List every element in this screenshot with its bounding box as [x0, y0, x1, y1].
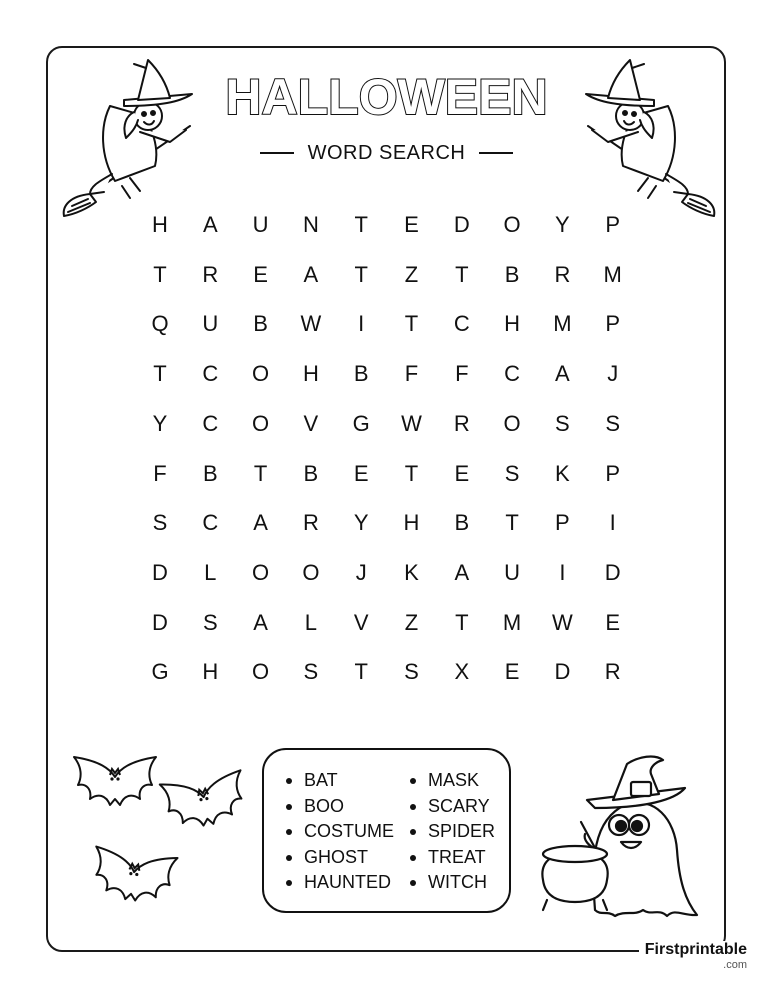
- subtitle-row: [0, 139, 773, 167]
- brand-name: Firstprintable: [644, 941, 747, 958]
- bat-icon: [70, 755, 160, 820]
- grid-letter: X: [454, 659, 470, 685]
- grid-letter: T: [455, 261, 469, 287]
- grid-letter: J: [355, 559, 367, 585]
- grid-letter: E: [353, 460, 369, 486]
- grid-letter: O: [252, 410, 270, 436]
- grid-letter: M: [603, 261, 622, 287]
- grid-letter: J: [607, 361, 619, 387]
- grid-letter: A: [253, 609, 268, 635]
- grid-letter: S: [152, 510, 168, 536]
- grid-letter: E: [504, 659, 520, 685]
- grid-letter: D: [453, 212, 470, 237]
- grid-letter: B: [353, 361, 369, 387]
- page-title: HALLOWEEN: [225, 69, 548, 125]
- grid-letter: A: [303, 261, 319, 287]
- list-item: HAUNTED: [284, 870, 394, 896]
- list-item: GHOST: [284, 845, 394, 871]
- grid-letter: Y: [353, 510, 369, 536]
- brand-suffix: .com: [723, 959, 747, 971]
- bat-icon: [160, 775, 250, 840]
- grid-letter: W: [401, 410, 422, 436]
- grid-letter: M: [553, 311, 572, 337]
- grid-letter: D: [604, 559, 621, 585]
- letter-grid: [135, 200, 638, 700]
- grid-letter: Q: [151, 311, 169, 337]
- grid-letter: U: [504, 559, 521, 585]
- grid-letter: F: [455, 361, 469, 387]
- word-list-box: [262, 748, 511, 913]
- grid-letter: V: [353, 609, 369, 635]
- list-item: WITCH: [408, 870, 495, 896]
- grid-letter: U: [202, 311, 219, 337]
- grid-letter: O: [503, 212, 521, 237]
- grid-letter: D: [152, 609, 168, 635]
- grid-letter: Y: [152, 410, 168, 436]
- grid-letter: T: [354, 212, 368, 237]
- grid-letter: E: [404, 212, 419, 237]
- grid-letter: D: [152, 559, 168, 585]
- ghost-witch-icon: [535, 750, 710, 920]
- grid-letter: N: [302, 212, 319, 237]
- grid-letter: B: [202, 460, 218, 486]
- grid-letter: B: [303, 460, 319, 486]
- grid-letter: L: [204, 559, 217, 585]
- grid-letter: P: [605, 212, 621, 237]
- grid-letter: W: [552, 609, 573, 635]
- grid-letter: Z: [404, 609, 419, 635]
- list-item: SPIDER: [408, 819, 495, 845]
- bat-icon: [88, 850, 178, 915]
- list-item: SCARY: [408, 794, 495, 820]
- list-item: BAT: [284, 768, 394, 794]
- grid-letter: T: [455, 609, 469, 635]
- grid-letter: A: [202, 212, 218, 237]
- grid-letter: O: [252, 659, 270, 685]
- grid-letter: P: [605, 460, 621, 486]
- grid-letter: E: [454, 460, 470, 486]
- grid-letter: A: [555, 361, 570, 387]
- divider-left: [260, 152, 294, 154]
- grid-letter: B: [454, 510, 470, 536]
- grid-letter: S: [404, 659, 419, 685]
- list-item: BOO: [284, 794, 394, 820]
- grid-letter: S: [202, 609, 218, 635]
- grid-letter: O: [252, 559, 270, 585]
- grid-letter: S: [555, 410, 570, 436]
- grid-letter: P: [605, 311, 621, 337]
- grid-letter: A: [454, 559, 470, 585]
- grid-letter: O: [503, 410, 521, 436]
- grid-letter: D: [554, 659, 571, 685]
- grid-letter: R: [202, 261, 219, 287]
- grid-letter: P: [555, 510, 570, 536]
- grid-letter: V: [303, 410, 319, 436]
- grid-letter: U: [252, 212, 269, 237]
- grid-letter: S: [605, 410, 621, 436]
- grid-letter: H: [202, 659, 219, 685]
- grid-letter: R: [453, 410, 470, 436]
- grid-letter: O: [302, 559, 320, 585]
- grid-letter: G: [352, 410, 370, 436]
- grid-letter: M: [502, 609, 522, 635]
- grid-letter: T: [404, 311, 419, 337]
- list-item: COSTUME: [284, 819, 394, 845]
- grid-letter: I: [559, 559, 566, 585]
- grid-letter: A: [253, 510, 268, 536]
- grid-letter: K: [555, 460, 570, 486]
- grid-letter: T: [153, 361, 167, 387]
- grid-letter: H: [302, 361, 319, 387]
- grid-letter: S: [504, 460, 520, 486]
- grid-letter: E: [253, 261, 268, 287]
- grid-letter: T: [153, 261, 167, 287]
- grid-letter: T: [505, 510, 519, 536]
- subtitle: WORD SEARCH: [307, 141, 466, 164]
- grid-letter: Z: [404, 261, 419, 287]
- grid-letter: C: [202, 510, 219, 536]
- grid-letter: I: [358, 311, 365, 337]
- brand-logo: [639, 941, 753, 971]
- grid-letter: T: [404, 460, 419, 486]
- list-item: MASK: [408, 768, 495, 794]
- grid-letter: B: [504, 261, 520, 287]
- grid-letter: T: [354, 261, 368, 287]
- grid-letter: C: [202, 410, 219, 436]
- grid-letter: R: [302, 510, 319, 536]
- grid-letter: C: [453, 311, 470, 337]
- grid-letter: S: [303, 659, 319, 685]
- grid-letter: H: [403, 510, 420, 536]
- grid-letter: L: [304, 609, 318, 635]
- grid-letter: Y: [555, 212, 570, 237]
- grid-letter: T: [253, 460, 268, 486]
- grid-letter: T: [354, 659, 368, 685]
- grid-letter: W: [300, 311, 322, 337]
- grid-letter: R: [554, 261, 571, 287]
- grid-letter: H: [152, 212, 168, 237]
- word-list-right: [408, 768, 495, 896]
- grid-letter: B: [253, 311, 268, 337]
- word-list-left: [284, 768, 394, 896]
- grid-letter: E: [605, 609, 621, 635]
- grid-letter: G: [151, 659, 169, 685]
- grid-letter: H: [504, 311, 521, 337]
- grid-letter: O: [252, 361, 270, 387]
- grid-letter: K: [404, 559, 419, 585]
- grid-letter: F: [404, 361, 419, 387]
- grid-letter: C: [202, 361, 219, 387]
- grid-letter: F: [153, 460, 167, 486]
- divider-right: [479, 152, 513, 154]
- grid-letter: R: [604, 659, 621, 685]
- list-item: TREAT: [408, 845, 495, 871]
- grid-letter: I: [609, 510, 616, 536]
- grid-letter: C: [504, 361, 521, 387]
